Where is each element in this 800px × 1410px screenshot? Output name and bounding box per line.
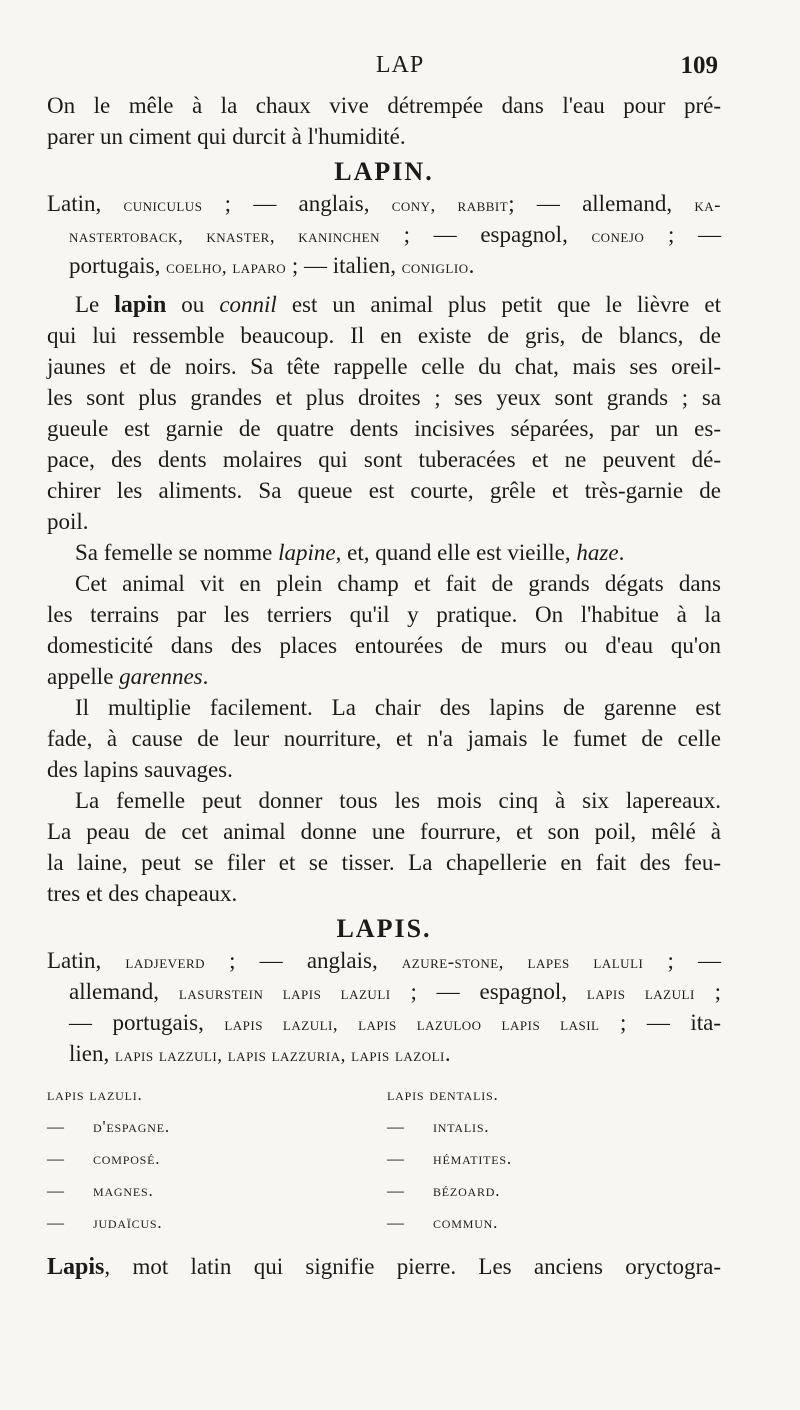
ditto-dash: — — [387, 1213, 405, 1232]
paragraph-line: Lapis, mot latin qui signifie pierre. Les anciens oryctogra- — [47, 1254, 721, 1280]
synonyms-line: portugais, coelho, laparo ; — italien, coniglio. — [69, 253, 475, 278]
page-body — [47, 90, 721, 1282]
ditto-dash: — — [387, 1117, 405, 1136]
variety-right — [387, 1207, 498, 1239]
ditto-dash: — — [47, 1149, 65, 1168]
ditto-dash: — — [47, 1213, 65, 1232]
page-header — [0, 52, 800, 86]
variety-name: judaïcus. — [93, 1213, 163, 1232]
paragraph-line: les sont plus grandes et plus droites ; ses yeux sont grands ; sa — [47, 385, 721, 410]
paragraph-line: les terrains par les terriers qu'il y pratique. On l'habitue à la — [47, 602, 721, 627]
section-heading-lapis: LAPIS. — [336, 914, 432, 943]
synonyms-line: Latin, ladjeverd ; — anglais, azure-stone, lapes laluli ; — — [47, 948, 721, 973]
synonyms-line: nastertoback, knaster, kaninchen ; — espagnol, conejo ; — — [69, 222, 721, 247]
synonyms-line: Latin, cuniculus ; — anglais, cony, rabbit; — allemand, ka- — [47, 191, 721, 216]
paragraph-line: gueule est garnie de quatre dents incisives séparées, par un es- — [47, 416, 721, 441]
list-item — [47, 1079, 721, 1111]
paragraph-line: La peau de cet animal donne une fourrure, et son poil, mêlé à — [47, 819, 721, 844]
list-item — [47, 1111, 721, 1143]
variety-name: composé. — [93, 1149, 161, 1168]
paragraph-line: La femelle peut donner tous les mois cinq à six lapereaux. — [75, 788, 721, 813]
paragraph-line: des lapins sauvages. — [47, 757, 233, 782]
variety-right — [387, 1143, 512, 1175]
intro-line: parer un ciment qui durcit à l'humidité. — [47, 124, 406, 149]
paragraph-line: tres et des chapeaux. — [47, 881, 238, 906]
paragraph-line: la laine, peut se filer et se tisser. La chapellerie en fait des feu- — [47, 850, 721, 875]
variety-name: lapis dentalis. — [387, 1085, 499, 1104]
paragraph-line: fade, à cause de leur nourriture, et n'a jamais le fumet de celle — [47, 726, 721, 751]
ditto-dash: — — [47, 1117, 65, 1136]
intro-line: On le mêle à la chaux vive détrempée dans l'eau pour pré- — [47, 93, 721, 118]
paragraph-line: poil. — [47, 509, 89, 534]
paragraph-line: qui lui ressemble beaucoup. Il en existe de gris, de blancs, de — [47, 323, 721, 348]
variety-name: magnes. — [93, 1181, 154, 1200]
list-item — [47, 1207, 721, 1239]
running-head: LAP — [375, 52, 425, 78]
variety-right — [387, 1111, 489, 1143]
section-heading-lapin: LAPIN. — [334, 157, 434, 186]
synonyms-line: allemand, lasurstein lapis lazuli ; — espagnol, lapis lazuli ; — [69, 979, 722, 1004]
list-item — [47, 1175, 721, 1207]
paragraph-line: domesticité dans des places entourées de murs ou d'eau qu'on — [47, 633, 721, 658]
entry-term: lapin — [114, 292, 167, 318]
ditto-dash: — — [387, 1149, 405, 1168]
variety-left — [47, 1175, 154, 1207]
variety-name: bézoard. — [433, 1181, 501, 1200]
variety-name: lapis lazuli. — [47, 1085, 143, 1104]
paragraph-line: chirer les aliments. Sa queue est courte, grêle et très-garnie de — [47, 478, 721, 503]
entry-term: Lapis — [47, 1254, 105, 1280]
page-number: 109 — [680, 52, 718, 79]
paragraph-line: Il multiplie facilement. La chair des lapins de garenne est — [75, 695, 721, 720]
lapis-variety-list — [47, 1079, 721, 1239]
paragraph-line: appelle garennes. — [47, 664, 209, 689]
variety-right — [387, 1175, 500, 1207]
paragraph-line: Sa femelle se nomme lapine, et, quand elle est vieille, haze. — [75, 540, 625, 565]
ditto-dash: — — [387, 1181, 405, 1200]
paragraph-line: Le lapin ou connil est un animal plus petit que le lièvre et — [75, 292, 721, 318]
synonyms-line: — portugais, lapis lazuli, lapis lazuloo lapis lasil ; — ita- — [69, 1010, 721, 1035]
list-item — [47, 1143, 721, 1175]
variety-right — [387, 1079, 499, 1111]
variety-left — [47, 1207, 162, 1239]
paragraph-line: jaunes et de noirs. Sa tête rappelle celle du chat, mais ses oreil- — [47, 354, 721, 379]
ditto-dash: — — [47, 1181, 65, 1200]
paragraph-line: Cet animal vit en plein champ et fait de grands dégats dans — [75, 571, 721, 596]
paragraph-line: pace, des dents molaires qui sont tuberacées et ne peuvent dé- — [47, 447, 721, 472]
variety-left — [47, 1143, 160, 1175]
variety-name: intalis. — [433, 1117, 490, 1136]
variety-name: hématites. — [433, 1149, 512, 1168]
variety-name: d'espagne. — [93, 1117, 170, 1136]
synonyms-line: lien, lapis lazzuli, lapis lazzuria, lapis lazoli. — [69, 1041, 451, 1066]
variety-left — [47, 1079, 143, 1111]
variety-name: commun. — [433, 1213, 499, 1232]
variety-left — [47, 1111, 170, 1143]
